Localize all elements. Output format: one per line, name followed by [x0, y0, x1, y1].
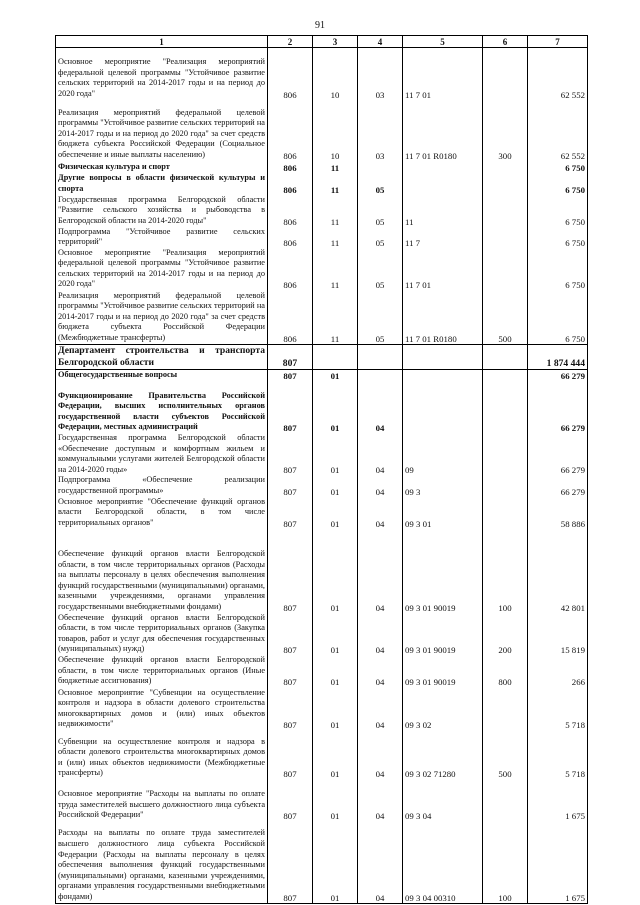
row-name: Функционирование Правительства Российской Федерации, высших исполнительных органов государственной власти субъектов Российской Федерации, местных администраций	[56, 381, 268, 433]
row-target-article-code: 11 7	[403, 227, 483, 248]
table-row	[56, 344, 588, 369]
row-expense-type-code	[483, 248, 528, 290]
page-number: 91	[315, 20, 325, 31]
row-name: Департамент строительства и транспорта Белгородской области	[56, 344, 268, 369]
row-expense-type-code	[483, 48, 528, 100]
row-subsection-code: 04	[358, 381, 403, 433]
row-section-code: 01	[313, 821, 358, 903]
row-name: Основное мероприятие "Расходы на выплаты по оплате труда заместителей высшего должностного лица субъекта Российской Федерации"	[56, 779, 268, 821]
table-row	[56, 248, 588, 290]
table-row	[56, 687, 588, 730]
row-name: Обеспечение функций органов власти Белгородской области, в том числе территориальных органов (Расходы на выплаты персоналу в целях обеспечения выполнения функций государственными (муниципальными) органами, казенными учреждениями, органами управления государственными внебюджетными фондами)	[56, 529, 268, 613]
row-section-code: 01	[313, 655, 358, 687]
row-department-code: 807	[268, 475, 313, 496]
column-header-amount: 7	[528, 36, 588, 48]
row-name: Общегосударственные вопросы	[56, 369, 268, 381]
row-name: Основное мероприятие "Реализация мероприятий федеральной целевой программы "Устойчивое развитие сельских территорий на 2014-2017 годы и на период до 2020 года"	[56, 248, 268, 290]
row-expense-type-code: 500	[483, 730, 528, 779]
row-amount: 15 819	[528, 613, 588, 655]
row-section-code: 01	[313, 475, 358, 496]
row-section-code: 11	[313, 227, 358, 248]
row-section-code: 01	[313, 529, 358, 613]
row-expense-type-code	[483, 687, 528, 730]
row-expense-type-code: 300	[483, 100, 528, 161]
row-expense-type-code: 100	[483, 821, 528, 903]
row-department-code: 807	[268, 344, 313, 369]
row-target-article-code	[403, 161, 483, 173]
row-name: Обеспечение функций органов власти Белгородской области, в том числе территориальных органов (Иные бюджетные ассигнования)	[56, 655, 268, 687]
row-target-article-code: 09	[403, 433, 483, 475]
table-row	[56, 529, 588, 613]
row-department-code: 807	[268, 779, 313, 821]
row-section-code: 10	[313, 48, 358, 100]
row-section-code: 01	[313, 730, 358, 779]
row-subsection-code: 05	[358, 195, 403, 227]
row-subsection-code: 04	[358, 779, 403, 821]
row-department-code: 806	[268, 248, 313, 290]
table-row	[56, 100, 588, 161]
row-section-code	[313, 344, 358, 369]
row-subsection-code: 04	[358, 821, 403, 903]
row-subsection-code: 04	[358, 475, 403, 496]
row-department-code: 807	[268, 369, 313, 381]
row-section-code: 11	[313, 195, 358, 227]
row-amount: 1 675	[528, 779, 588, 821]
row-department-code: 807	[268, 613, 313, 655]
row-target-article-code: 11 7 01 R0180	[403, 290, 483, 344]
row-target-article-code: 11 7 01	[403, 248, 483, 290]
row-department-code: 807	[268, 687, 313, 730]
row-name: Реализация мероприятий федеральной целевой программы "Устойчивое развитие сельских территорий на 2014-2017 годы и на период до 2020 года" за счет средств бюджета субъекта Российской Федерации (Межбюджетные трансферты)	[56, 290, 268, 344]
row-section-code: 01	[313, 369, 358, 381]
row-subsection-code: 04	[358, 529, 403, 613]
row-department-code: 807	[268, 529, 313, 613]
table-row	[56, 173, 588, 195]
table-row	[56, 381, 588, 433]
row-subsection-code: 03	[358, 48, 403, 100]
table-row	[56, 475, 588, 496]
row-target-article-code: 09 3 01 90019	[403, 529, 483, 613]
row-section-code: 01	[313, 687, 358, 730]
row-expense-type-code	[483, 475, 528, 496]
row-target-article-code	[403, 344, 483, 369]
column-header-name: 1	[56, 36, 268, 48]
row-subsection-code	[358, 161, 403, 173]
row-section-code: 01	[313, 613, 358, 655]
row-subsection-code: 05	[358, 290, 403, 344]
row-section-code: 01	[313, 497, 358, 529]
row-target-article-code: 09 3 01	[403, 497, 483, 529]
row-subsection-code: 05	[358, 248, 403, 290]
column-header-department: 2	[268, 36, 313, 48]
row-expense-type-code	[483, 779, 528, 821]
table-row	[56, 161, 588, 173]
row-name: Государственная программа Белгородской области "Развитие сельского хозяйства и рыбоводства в Белгородской области на 2014-2020 годы"	[56, 195, 268, 227]
row-expense-type-code	[483, 369, 528, 381]
row-name: Основное мероприятие "Реализация мероприятий федеральной целевой программы "Устойчивое развитие сельских территорий на 2014-2017 годы и на период до 2020 года"	[56, 48, 268, 100]
column-header-target-article: 5	[403, 36, 483, 48]
row-department-code: 807	[268, 730, 313, 779]
row-department-code: 807	[268, 497, 313, 529]
table-row	[56, 730, 588, 779]
row-target-article-code: 09 3 01 90019	[403, 655, 483, 687]
column-header-subsection: 4	[358, 36, 403, 48]
row-amount: 42 801	[528, 529, 588, 613]
row-expense-type-code: 200	[483, 613, 528, 655]
row-target-article-code: 09 3	[403, 475, 483, 496]
row-name: Обеспечение функций органов власти Белгородской области, в том числе территориальных органов (Закупка товаров, работ и услуг для обеспечения государственных (муниципальных) нужд)	[56, 613, 268, 655]
row-name: Другие вопросы в области физической культуры и спорта	[56, 173, 268, 195]
table-row	[56, 227, 588, 248]
row-department-code: 806	[268, 195, 313, 227]
row-subsection-code: 04	[358, 497, 403, 529]
row-subsection-code: 05	[358, 173, 403, 195]
row-department-code: 807	[268, 821, 313, 903]
row-target-article-code	[403, 381, 483, 433]
row-expense-type-code	[483, 161, 528, 173]
row-target-article-code: 09 3 04 00310	[403, 821, 483, 903]
row-department-code: 806	[268, 173, 313, 195]
row-subsection-code: 03	[358, 100, 403, 161]
table-row	[56, 655, 588, 687]
row-expense-type-code	[483, 195, 528, 227]
row-subsection-code	[358, 369, 403, 381]
row-name: Основное мероприятие "Субвенции на осуществление контроля и надзора в области долевого строительства многоквартирных домов и (или) иных объектов недвижимости"	[56, 687, 268, 730]
row-expense-type-code: 800	[483, 655, 528, 687]
column-header-section: 3	[313, 36, 358, 48]
row-amount: 6 750	[528, 195, 588, 227]
table-row	[56, 497, 588, 529]
row-expense-type-code	[483, 381, 528, 433]
row-amount: 6 750	[528, 248, 588, 290]
row-target-article-code: 09 3 02	[403, 687, 483, 730]
row-section-code: 11	[313, 290, 358, 344]
row-department-code: 806	[268, 290, 313, 344]
row-department-code: 806	[268, 161, 313, 173]
row-name: Расходы на выплаты по оплате труда заместителей высшего должностного лица субъекта Российской Федерации (Расходы на выплаты персоналу в целях обеспечения выполнения функций государственными (муниципальными) органами, казенными учреждениями, органами управления государственными внебюджетными фондами)	[56, 821, 268, 903]
table-row	[56, 195, 588, 227]
row-name: Подпрограмма «Обеспечение реализации государственной программы»	[56, 475, 268, 496]
row-department-code: 807	[268, 655, 313, 687]
row-subsection-code: 04	[358, 613, 403, 655]
row-target-article-code: 11 7 01	[403, 48, 483, 100]
row-subsection-code: 04	[358, 687, 403, 730]
row-amount: 5 718	[528, 687, 588, 730]
row-amount: 66 279	[528, 381, 588, 433]
row-section-code: 01	[313, 381, 358, 433]
table-row	[56, 433, 588, 475]
row-name: Государственная программа Белгородской области «Обеспечение доступным и комфортным жильем и коммунальными услугами жителей Белгородской области на 2014-2020 годы»	[56, 433, 268, 475]
row-amount: 62 552	[528, 100, 588, 161]
row-department-code: 807	[268, 381, 313, 433]
row-section-code: 11	[313, 248, 358, 290]
row-subsection-code: 04	[358, 433, 403, 475]
table-row	[56, 613, 588, 655]
row-target-article-code: 09 3 01 90019	[403, 613, 483, 655]
row-amount: 6 750	[528, 161, 588, 173]
table-row	[56, 48, 588, 100]
row-amount: 6 750	[528, 227, 588, 248]
budget-table	[55, 35, 588, 904]
row-name: Подпрограмма "Устойчивое развитие сельских территорий"	[56, 227, 268, 248]
row-amount: 6 750	[528, 290, 588, 344]
row-expense-type-code: 100	[483, 529, 528, 613]
row-amount: 6 750	[528, 173, 588, 195]
row-target-article-code	[403, 369, 483, 381]
row-section-code: 10	[313, 100, 358, 161]
row-section-code: 11	[313, 173, 358, 195]
row-expense-type-code	[483, 497, 528, 529]
table-row	[56, 821, 588, 903]
row-amount: 66 279	[528, 433, 588, 475]
header-row	[56, 36, 588, 48]
row-target-article-code: 11	[403, 195, 483, 227]
row-amount: 1 675	[528, 821, 588, 903]
row-name: Субвенции на осуществление контроля и надзора в области долевого строительства многоквартирных домов и (или) иных объектов недвижимости (Межбюджетные трансферты)	[56, 730, 268, 779]
row-name: Основное мероприятие "Обеспечение функций органов власти Белгородской области, в том числе территориальных органов"	[56, 497, 268, 529]
row-department-code: 806	[268, 227, 313, 248]
row-subsection-code: 05	[358, 227, 403, 248]
table-row	[56, 369, 588, 381]
row-amount: 66 279	[528, 475, 588, 496]
row-amount: 266	[528, 655, 588, 687]
row-target-article-code: 09 3 02 71280	[403, 730, 483, 779]
row-amount: 58 886	[528, 497, 588, 529]
row-amount: 62 552	[528, 48, 588, 100]
table-row	[56, 779, 588, 821]
row-subsection-code: 04	[358, 730, 403, 779]
row-name: Реализация мероприятий федеральной целевой программы "Устойчивое развитие сельских территорий на 2014-2017 годы и на период до 2020 года" за счет средств бюджета субъекта Российской Федерации (Социальное обеспечение и иные выплаты населению)	[56, 100, 268, 161]
row-amount: 5 718	[528, 730, 588, 779]
row-section-code: 11	[313, 161, 358, 173]
row-target-article-code	[403, 173, 483, 195]
row-subsection-code	[358, 344, 403, 369]
row-section-code: 01	[313, 433, 358, 475]
row-target-article-code: 09 3 04	[403, 779, 483, 821]
row-subsection-code: 04	[358, 655, 403, 687]
row-department-code: 807	[268, 433, 313, 475]
table-row	[56, 290, 588, 344]
row-amount: 1 874 444	[528, 344, 588, 369]
row-expense-type-code: 500	[483, 290, 528, 344]
row-expense-type-code	[483, 173, 528, 195]
row-expense-type-code	[483, 433, 528, 475]
row-expense-type-code	[483, 227, 528, 248]
row-target-article-code: 11 7 01 R0180	[403, 100, 483, 161]
row-department-code: 806	[268, 48, 313, 100]
row-amount: 66 279	[528, 369, 588, 381]
row-department-code: 806	[268, 100, 313, 161]
column-header-expense-type: 6	[483, 36, 528, 48]
row-name: Физическая культура и спорт	[56, 161, 268, 173]
row-expense-type-code	[483, 344, 528, 369]
row-section-code: 01	[313, 779, 358, 821]
